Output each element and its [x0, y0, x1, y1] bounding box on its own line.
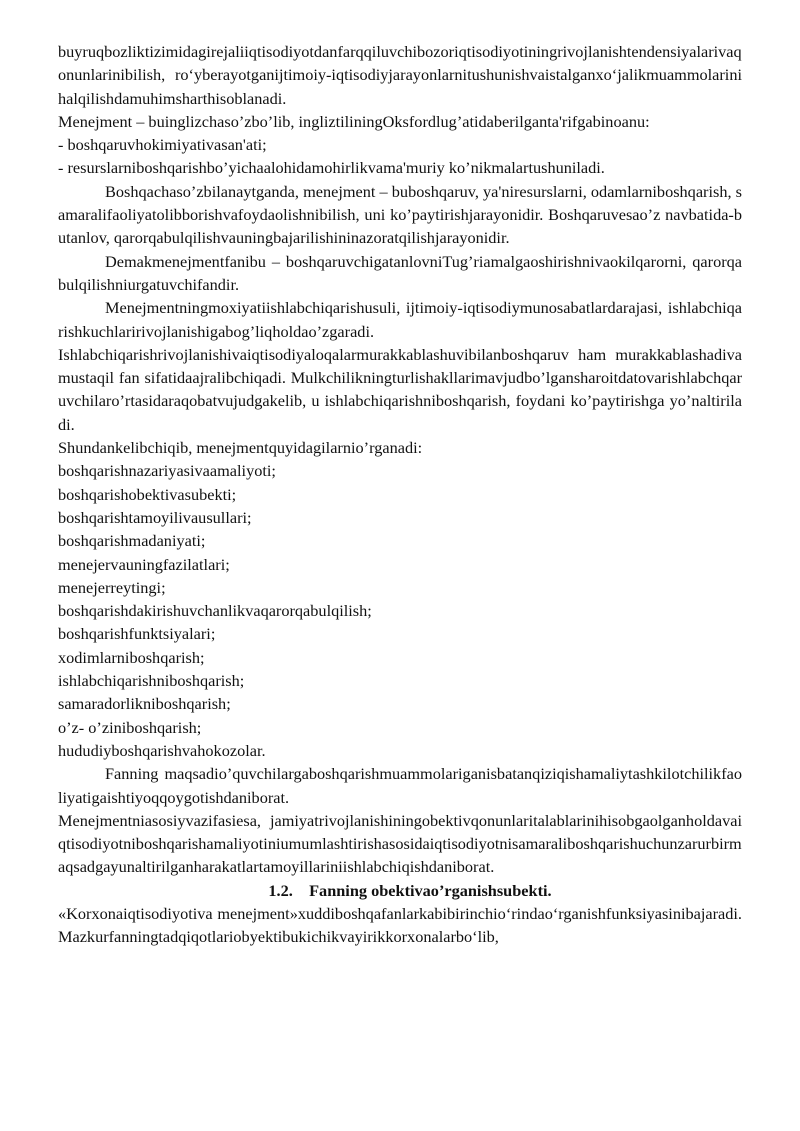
paragraph-development: Ishlabchiqarishrivojlanishivaiqtisodiyaloqalarmurakkablashuvibilanboshqaruv ham murakkablashadivamustaqil fan sifatidaajralibchiqadi. Mulkchilikningturlishakllarimavjudbo’lgansharoitdatovarishlabchqaruvchilaro’rtasidaraqobatvujudgakelib, u ishlabchiqarishniboshqarish, foydani ko’paytirishga yo’naltiriladi. — [58, 344, 742, 434]
paragraph-conclusion: Demakmenejmentfanibu – boshqaruvchigatanlovniTug’riamalgaoshirishnivaokilqarorni, qarorqabulqilishniurgatuvchifandir. — [58, 251, 742, 294]
list-item: menejervauningfazilatlari; — [58, 554, 230, 574]
list-item: ishlabchiqarishniboshqarish; — [58, 671, 245, 691]
list-item: boshqarishmadaniyati; — [58, 531, 206, 551]
section-title: Fanning obektivao’rganishsubekti. — [309, 880, 552, 900]
list-item: xodimlarniboshqarish; — [58, 647, 205, 667]
list-item: boshqarishdakirishuvchanlikvaqarorqabulqilish; — [58, 601, 372, 621]
list-item: boshqarishobektivasubekti; — [58, 484, 237, 504]
list-item: o’z- o’ziniboshqarish; — [58, 717, 202, 737]
document-page — [58, 40, 742, 949]
section-number: 1.2. — [268, 880, 293, 900]
list-item: menejerreytingi; — [58, 577, 166, 597]
definition-item: - boshqaruvhokimiyativasan'ati; — [58, 135, 267, 155]
list-item: boshqarishnazariyasivaamaliyoti; — [58, 461, 276, 481]
section-heading — [58, 879, 742, 902]
paragraph-definition: Menejment – buinglizchaso’zbo’lib, ingliztiliningOksfordlug’atidaberilganta'rifgabinoanu: — [58, 111, 650, 131]
paragraph-main-task: Menejmentniasosiyvazifasiesa, jamiyatrivojlanishiningobektivqonunlaritalablarinihisobgaolganholdavaiqtisodiyotniboshqarishamaliyotiniumumlashtirishasosidaiqtisodiyotnisamaraliboshqarishuchunzarurbirmaqsadgayunaltirilganharakatlartamoyillariniishlabchiqishdaniborat. — [58, 810, 742, 877]
list-item: boshqarishfunktsiyalari; — [58, 624, 216, 644]
list-item: boshqarishtamoyilivausullari; — [58, 507, 252, 527]
paragraph-list-intro: Shundankelibchiqib, menejmentquyidagilarnio’rganadi: — [58, 438, 423, 458]
paragraph-course: «Korxonaiqtisodiyotiva menejment»xuddiboshqafanlarkabibirinchio‘rindao‘rganishfunksiyasinibajaradi. Mazkurfanningtadqiqotlariobyektibukichikvayirikkorxonalarbo‘lib, — [58, 903, 742, 947]
topic-list — [58, 459, 742, 762]
paragraph-goal: Fanning maqsadio’quvchilargaboshqarishmuammolariganisbatanqiziqishamaliytashkilotchilikfaoliyatigaishtiyoqqoygotishdaniborat. — [58, 764, 742, 807]
list-item: hududiyboshqarishvahokozolar. — [58, 740, 266, 760]
paragraph-other-words: Boshqachaso’zbilanaytganda, menejment – buboshqaruv, ya'niresurslarni, odamlarniboshqarish, samaralifaoliyatolibborishvafoydaolishnibilish, uni ko’paytirishjarayonidir. Boshqaruvesao’z navbatida-butanlov, qarorqabulqilishvauningbajarilishininazoratqilishjarayonidir. — [58, 181, 742, 248]
paragraph-intro: buyruqbozliktizimidagirejaliiqtisodiyotdanfarqqiluvchibozoriqtisodiyotiningrivojlanishtendensiyalarivaqonunlarinibilish, ro‘yberayotganijtimoiy-iqtisodiyjarayonlarnitushunishvaistalganxo‘jalikmuammolarinihalqilishdamuhimsharthisoblanadi. — [58, 42, 742, 108]
paragraph-essence: Menejmentningmoxiyatiishlabchiqarishusuli, ijtimoiy-iqtisodiymunosabatlardarajasi, ishlabchiqarishkuchlaririvojlanishigabog’liqholdao’zgaradi. — [58, 298, 742, 341]
list-item: samaradorlikniboshqarish; — [58, 694, 231, 714]
definition-item: - resurslarniboshqarishbo’yichaalohidamohirlikvama'muriy ko’nikmalartushuniladi. — [58, 158, 605, 178]
